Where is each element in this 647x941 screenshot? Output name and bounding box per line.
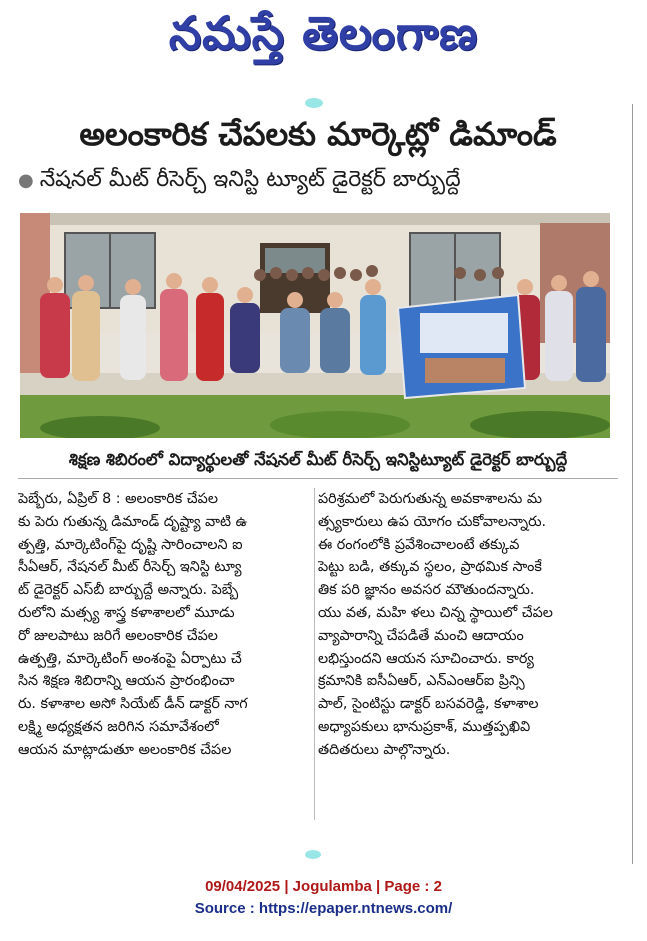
body-line: రులోని మత్స్య శాస్త్ర కళాశాలలో మూడు: [18, 604, 235, 621]
article-subhead: [18, 164, 618, 197]
body-line: పరిశ్రమలో పెరుగుతున్న అవకాశాలను మ: [318, 491, 543, 507]
body-line: లభిస్తుందని ఆయన సూచించారు. కార్య: [318, 650, 534, 667]
body-line: లక్ష్మి అధ్యక్షతన జరిగిన సమావేశంలో: [18, 718, 219, 735]
body-line: ఉత్పత్తి, మార్కెటింగ్ అంశంపై ఏర్పాటు చే: [18, 650, 242, 667]
body-line: వ్యాపారాన్ని చేపడితే మంచి ఆదాయం: [318, 627, 524, 644]
footer-source-link[interactable]: Source : https://epaper.ntnews.com/: [194, 900, 453, 917]
body-line: క్రమానికి ఐసీఏఆర్, ఎన్‌ఎంఆర్‌ఐ ప్రిన్సి: [318, 673, 525, 690]
body-line: కు పెరు గుతున్న డిమాండ్ దృష్ట్యా వాటి ఉ: [18, 513, 248, 530]
article-photo: [20, 213, 610, 438]
body-line: పెబ్బేరు, ఏప్రిల్ 8 : అలంకారిక చేపల: [18, 491, 218, 507]
article-headline: అలంకారిక చేపలకు మార్కెట్లో డిమాండ్: [79, 115, 557, 153]
body-line: తదితరులు పాల్గొన్నారు.: [318, 741, 451, 758]
body-line: రో జులపాటు జరిగే అలంకారిక చేపల: [18, 627, 218, 644]
body-line: అధ్యాపకులు భానుప్రకాశ్, ముత్తప్పఖివి: [318, 718, 531, 735]
caption-divider: [18, 478, 618, 479]
photo-caption: శిక్షణ శిబిరంలో విద్యార్థులతో నేషనల్ మీట్ రీసెర్చ్ ఇనిస్టిట్యూట్ డైరెక్టర్ బార్బుద్దే: [68, 450, 568, 469]
article: [18, 106, 618, 876]
body-line: రు. కళాశాల అసో సియేట్ డీన్ డాక్టర్ నాగ: [18, 696, 248, 713]
body-line: తిక పరి జ్ఞానం అవసర మౌతుందన్నారు.: [318, 582, 535, 599]
body-line: ట్ డైరెక్టర్ ఎస్‌బీ బార్బుద్దే అన్నారు. పెబ్బే: [18, 582, 239, 599]
subhead-text: నేషనల్ మీట్ రీసెర్చ్ ఇనిస్టి ట్యూట్ డైరెక్టర్ బార్బుద్దే: [39, 167, 461, 192]
newspaper-logo: నమస్తే తెలంగాణ: [168, 6, 479, 60]
masthead: [0, 0, 647, 80]
body-line: త్స్యకారులు ఉప యోగం చుకోవాలన్నారు.: [318, 513, 547, 530]
body-line: ఆయన మాట్లాడుతూ అలంకారిక చేపల: [18, 741, 232, 758]
body-line: యు వత, మహి ళలు చిన్న స్థాయిలో చేపల: [318, 604, 553, 621]
body-line: త్పత్తి, మార్కెటింగ్‌పై దృష్టి సారించాలని ఐ: [18, 536, 243, 553]
body-column-right: [318, 488, 606, 762]
body-line: సిన శిక్షణ శిబిరాన్ని ఆయన ప్రారంభించా: [18, 673, 235, 690]
decorative-bubble-bottom: [305, 850, 321, 859]
footer: [0, 876, 647, 920]
body-line: సీఏఆర్, నేషనల్ మీట్ రీసెర్చ్ ఇనిస్టి ట్యూ: [18, 559, 242, 576]
body-column-left: [18, 488, 315, 820]
body-line: పెట్టు బడి, తక్కువ స్థలం, ప్రాథమిక సాంకే: [318, 559, 542, 576]
footer-date-edition: 09/04/2025 | Jogulamba | Page : 2: [205, 878, 442, 895]
body-line: పాల్, సైంటిస్టు డాక్టర్ బసవరెడ్డి, కళాశాల: [318, 696, 539, 713]
body-line: ఈ రంగంలోకి ప్రవేశించాలంటే తక్కువ: [318, 536, 520, 553]
bullet-icon: ●: [18, 170, 34, 191]
column-divider-right: [632, 104, 633, 864]
